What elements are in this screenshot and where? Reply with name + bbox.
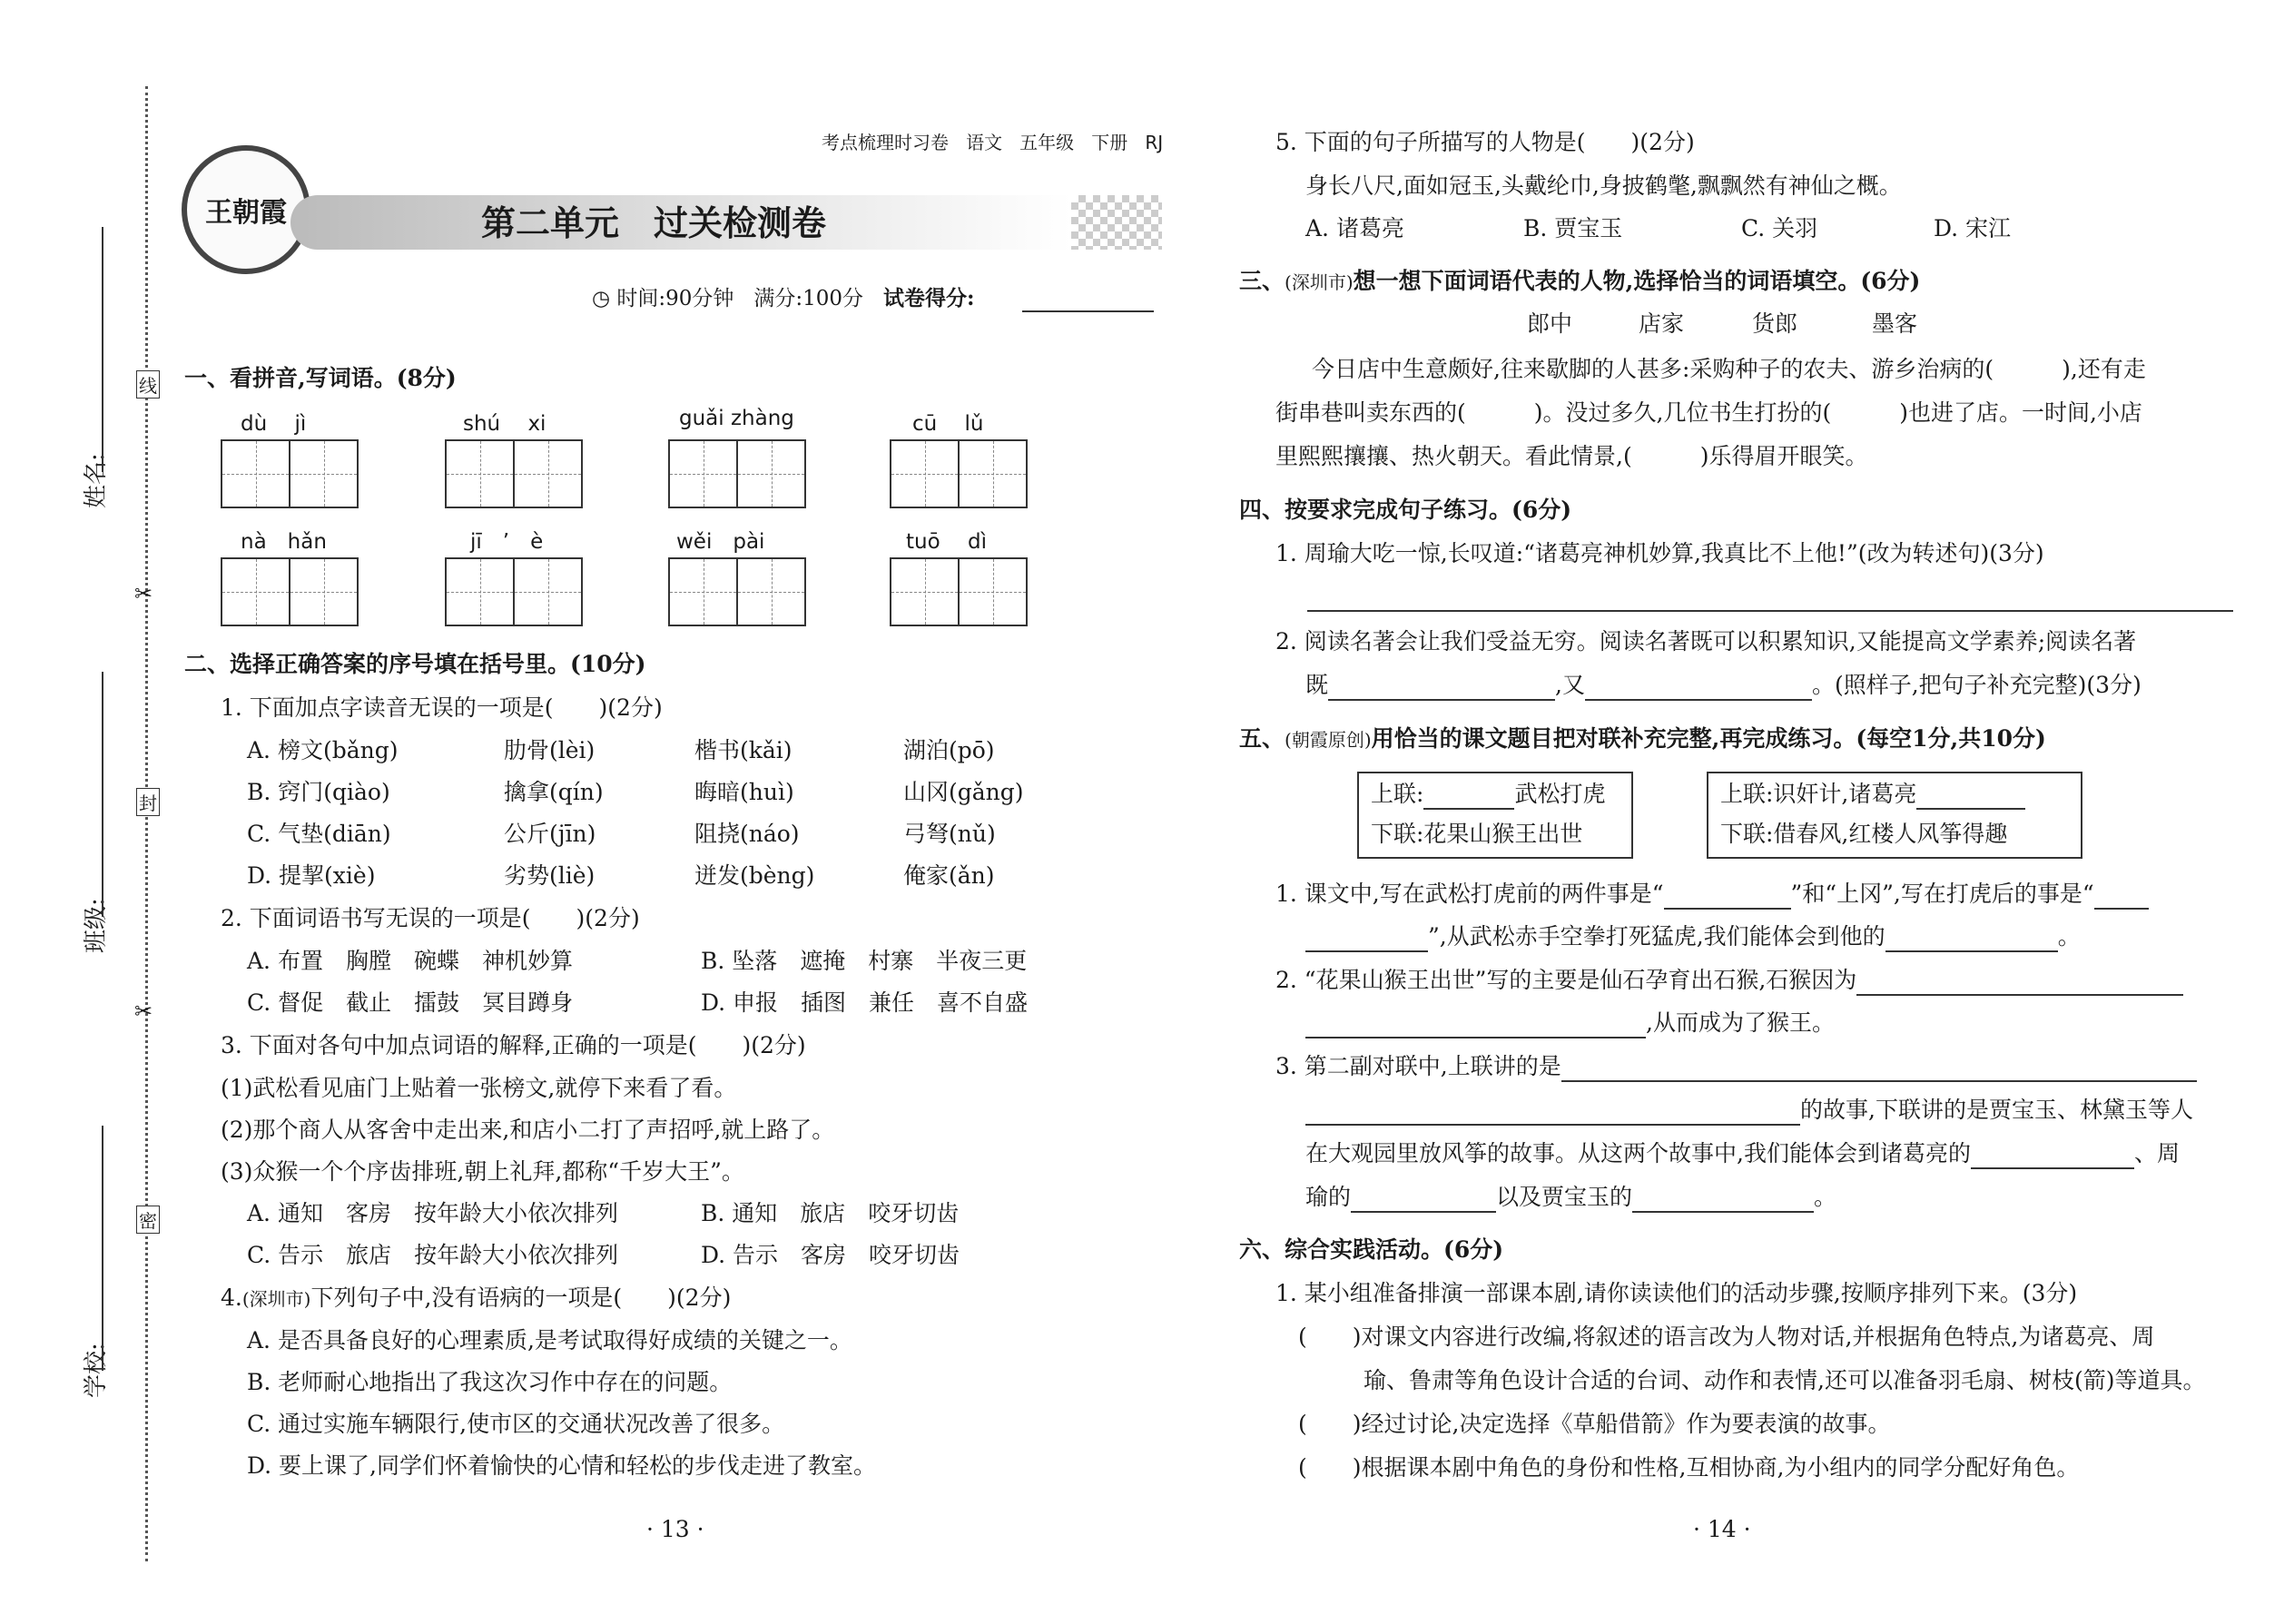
writing-box-7[interactable] <box>668 557 806 626</box>
seal-mark: 封 <box>136 788 160 816</box>
couplet-2-up <box>1720 779 2025 810</box>
s4-q2: 2. 阅读名著会让我们受益无穷。阅读名著既可以积累知识,又能提高文学素养;阅读名著 <box>1275 628 2137 655</box>
s5-q2b: ,从而成为了猴王。 <box>1646 1009 1835 1036</box>
s4-q1: 1. 周瑜大吃一惊,长叹道:“诸葛亮神机妙算,我真比不上他!”(改为转述句)(3分) <box>1275 540 2044 566</box>
s6-item-1: ( )对课文内容进行改编,将叙述的语言改为人物对话,并根据角色特点,为诸葛亮、周 <box>1298 1324 2155 1350</box>
q2-2-c: C. 督促 截止 擂鼓 冥目蹲身 <box>247 989 574 1016</box>
q2-5-a: A. 诸葛亮 <box>1305 215 1404 241</box>
seal-mark-2: 密 <box>136 1206 160 1234</box>
name-line <box>102 227 103 472</box>
q2-1-d4: 俺家(ǎn) <box>903 862 995 889</box>
q2-1-b4: 山冈(gǎng) <box>903 779 1024 805</box>
s5-q3g: 。 <box>1814 1184 1837 1210</box>
q2-1-d2: 劣势(liè) <box>504 862 596 889</box>
s5-q2-line1 <box>1275 965 2183 996</box>
section-4-title: 四、按要求完成句子练习。(6分) <box>1239 497 1572 523</box>
page-number-left: · 13 · <box>646 1516 704 1542</box>
exam-info <box>592 283 974 314</box>
s5-q3-blank-1b[interactable] <box>1305 1100 1800 1126</box>
q2-3-s3: (3)众猴一个个序齿排班,朝上礼拜,都称“千岁大王”。 <box>221 1158 744 1185</box>
class-label: 班级: <box>83 898 110 953</box>
s5-q3f: 以及贾宝玉的 <box>1496 1184 1633 1210</box>
edition: RJ <box>1145 132 1164 153</box>
q2-5: 5. 下面的句子所描写的人物是( )(2分) <box>1275 129 1695 155</box>
s3-text: 想一想下面词语代表的人物,选择恰当的词语填空。(6分) <box>1353 268 1921 294</box>
q2-4-b: B. 老师耐心地指出了我这次习作中存在的问题。 <box>247 1369 733 1395</box>
scissors-icon-2: ✂ <box>134 999 153 1024</box>
s5-q3-line2 <box>1305 1095 2193 1126</box>
s5-q3-blank-2[interactable] <box>1971 1144 2134 1169</box>
pinyin-7: wěi pài <box>676 530 765 554</box>
pinyin-8: tuō dì <box>906 530 987 554</box>
q2-3-s2: (2)那个商人从客舍中走出来,和店小二打了声招呼,就上路了。 <box>221 1117 835 1143</box>
pinyin-4: cū lǔ <box>912 412 984 436</box>
s5-q3b: 的故事,下联讲的是贾宝玉、林黛玉等人 <box>1800 1097 2193 1123</box>
s5-q1-blank-3[interactable] <box>1885 927 2058 952</box>
q2-1-b1: B. 窍门(qiào) <box>247 779 390 805</box>
q2-5-b: B. 贾宝玉 <box>1523 215 1623 241</box>
section-1-title: 一、看拼音,写词语。(8分) <box>184 365 457 391</box>
q2-4-text: 下列句子中,没有语病的一项是( )(2分) <box>310 1284 732 1311</box>
s6-q1: 1. 某小组准备排演一部课本剧,请你读读他们的活动步骤,按顺序排列下来。(3分) <box>1275 1280 2078 1306</box>
q2-1: 1. 下面加点字读音无误的一项是( )(2分) <box>221 694 663 721</box>
q2-1-b2: 擒拿(qín) <box>504 779 604 805</box>
s6-item-1b: 瑜、鲁肃等角色设计合适的台词、动作和表情,还可以准备羽毛扇、树枝(箭)等道具。 <box>1364 1367 2206 1393</box>
class-line <box>102 672 103 917</box>
term: 下册 <box>1091 132 1128 153</box>
s3-para-1: 今日店中生意颇好,往来歇脚的人甚多:采购种子的农夫、游乡治病的( ),还有走 <box>1312 356 2146 382</box>
s5-q1-line2 <box>1305 921 2081 952</box>
couplet-2-down: 下联:借春风,红楼人风筝得趣 <box>1720 821 2008 847</box>
q2-4-d: D. 要上课了,同学们怀着愉快的心情和轻松的步伐走进了教室。 <box>247 1452 876 1479</box>
s4-q2-blank-2[interactable] <box>1585 675 1812 701</box>
pinyin-2: shú xi <box>463 412 546 436</box>
s5-q1b: ”和“上冈”,写在打虎后的事是“ <box>1790 881 2094 907</box>
writing-box-8[interactable] <box>890 557 1028 626</box>
q2-2: 2. 下面词语书写无误的一项是( )(2分) <box>221 905 640 931</box>
q2-1-a3: 楷书(kǎi) <box>694 737 793 763</box>
s5-q3-line1 <box>1275 1051 2197 1082</box>
s4-q2b-3: 。(照样子,把句子补充完整)(3分) <box>1811 672 2141 698</box>
series-name: 考点梳理时习卷 <box>822 132 949 153</box>
s3-para-2: 街串巷叫卖东西的( )。没过多久,几位书生打扮的( )也进了店。一时间,小店 <box>1275 399 2142 426</box>
s3-num: 三、 <box>1239 268 1285 294</box>
s5-q1-blank-2a[interactable] <box>2094 884 2149 910</box>
section-5-title <box>1239 723 2046 755</box>
q2-2-a: A. 布置 胸膛 碗蝶 神机妙算 <box>247 948 573 974</box>
s4-q2b <box>1305 670 2141 701</box>
c2-up-blank[interactable] <box>1916 784 2025 810</box>
exam-time: 时间:90分钟 <box>616 287 734 310</box>
logo-badge <box>182 145 310 274</box>
s4-q2-blank-1[interactable] <box>1328 675 1555 701</box>
q2-3: 3. 下面对各句中加点词语的解释,正确的一项是( )(2分) <box>221 1032 806 1058</box>
checker-decor <box>1071 195 1162 250</box>
s5-q3c: 在大观园里放风筝的故事。从这两个故事中,我们能体会到诸葛亮的 <box>1305 1140 1971 1166</box>
couplet-1-down: 下联:花果山猴王出世 <box>1371 821 1583 847</box>
s4-q2b-1: 既 <box>1305 672 1329 698</box>
q2-4-num: 4. <box>221 1284 242 1311</box>
q2-1-c2: 公斤(jīn) <box>504 821 596 847</box>
pinyin-6: jī ’ è <box>470 530 544 554</box>
q2-3-s1: (1)武松看见庙门上贴着一张榜文,就停下来看了看。 <box>221 1075 737 1101</box>
q2-1-c3: 阻挠(náo) <box>694 821 800 847</box>
q2-3-c: C. 告示 旅店 按年龄大小依次排列 <box>247 1242 619 1268</box>
q2-1-a1: A. 榜文(bǎng) <box>247 737 399 763</box>
s5-q2-line2 <box>1305 1008 1835 1038</box>
writing-box-3[interactable] <box>668 439 806 508</box>
subject: 语文 <box>966 132 1003 153</box>
s4-q2b-2: ,又 <box>1555 672 1585 698</box>
q2-4-c: C. 通过实施车辆限行,使市区的交通状况改善了很多。 <box>247 1411 785 1437</box>
s3-para-3: 里熙熙攘攘、热火朝天。看此情景,( )乐得眉开眼笑。 <box>1275 443 1868 469</box>
q2-3-b: B. 通知 旅店 咬牙切齿 <box>701 1200 960 1226</box>
grade: 五年级 <box>1019 132 1075 153</box>
c1-up-end: 武松打虎 <box>1514 781 1606 807</box>
s5-tag: (朝霞原创) <box>1285 729 1372 751</box>
c1-up-label: 上联: <box>1371 781 1424 807</box>
pinyin-1: dù jì <box>241 412 307 436</box>
q2-1-b3: 晦暗(huì) <box>694 779 794 805</box>
writing-box-2[interactable] <box>445 439 583 508</box>
couplet-1-up <box>1371 779 1605 810</box>
page-title: 第二单元 过关检测卷 <box>481 202 827 243</box>
s5-q1-blank-2b[interactable] <box>1305 927 1428 952</box>
s5-q1c: ”,从武松赤手空拳打死猛虎,我们能体会到他的 <box>1428 923 1885 950</box>
line-mark: 线 <box>136 370 160 399</box>
writing-box-1[interactable] <box>221 439 359 508</box>
word-1: 郎中 <box>1527 310 1573 337</box>
s5-q2-blank-1[interactable] <box>1856 970 2183 996</box>
q2-5-text: 身长八尺,面如冠玉,头戴纶巾,身披鹤氅,飘飘然有神仙之概。 <box>1305 172 1902 199</box>
s6-item-2: ( )经过讨论,决定选择《草船借箭》作为要表演的故事。 <box>1298 1411 1891 1437</box>
section-3-title <box>1239 266 1920 298</box>
pinyin-5: nà hǎn <box>241 530 327 554</box>
writing-box-5[interactable] <box>221 557 359 626</box>
word-2: 店家 <box>1639 310 1685 337</box>
s5-q3d: 、周 <box>2133 1140 2180 1166</box>
q2-4 <box>221 1283 731 1314</box>
q2-1-a2: 肋骨(lèi) <box>504 737 596 763</box>
header-meta <box>822 127 1163 158</box>
q2-2-b: B. 坠落 遮掩 村寨 半夜三更 <box>701 948 1028 974</box>
writing-box-6[interactable] <box>445 557 583 626</box>
school-label: 学校: <box>83 1343 110 1398</box>
q2-3-a: A. 通知 客房 按年龄大小依次排列 <box>247 1200 618 1226</box>
s5-q3-blank-1[interactable] <box>1561 1057 2197 1082</box>
s5-q3e: 瑜的 <box>1305 1184 1352 1210</box>
s5-text: 用恰当的课文题目把对联补充完整,再完成练习。(每空1分,共10分) <box>1371 725 2046 752</box>
s6-item-3: ( )根据课本剧中角色的身份和性格,互相协商,为小组内的同学分配好角色。 <box>1298 1454 2080 1481</box>
name-label: 姓名: <box>83 453 110 508</box>
region-tag: (深圳市) <box>241 1288 311 1310</box>
q2-5-c: C. 关羽 <box>1741 215 1818 241</box>
q2-3-d: D. 告示 客房 咬牙切齿 <box>701 1242 960 1268</box>
s5-q3-blank-4[interactable] <box>1632 1187 1814 1213</box>
s5-q1-line1 <box>1275 879 2149 910</box>
s5-q2a: 2. “花果山猴王出世”写的主要是仙石孕育出石猴,石猴因为 <box>1275 967 1857 993</box>
s5-q1d: 。 <box>2057 923 2081 950</box>
school-line <box>102 1126 103 1371</box>
score-label: 试卷得分: <box>882 286 975 310</box>
s5-q1a: 1. 课文中,写在武松打虎前的两件事是“ <box>1275 881 1664 907</box>
logo-text: 王朝霞 <box>205 197 287 229</box>
section-6-title: 六、综合实践活动。(6分) <box>1239 1236 1504 1263</box>
score-field[interactable] <box>1022 310 1154 312</box>
q2-1-c1: C. 气垫(diān) <box>247 821 391 847</box>
scissors-icon: ✂ <box>134 581 153 606</box>
binding-dotted-line <box>145 86 148 1561</box>
s5-q3-line4 <box>1305 1182 1836 1213</box>
s5-q3-blank-3[interactable] <box>1351 1187 1496 1213</box>
s4-q1-answer-line[interactable] <box>1307 610 2233 612</box>
q2-1-a4: 湖泊(pō) <box>903 737 995 763</box>
q2-1-d1: D. 提挈(xiè) <box>247 862 376 889</box>
s5-q2-blank-2[interactable] <box>1305 1013 1646 1038</box>
s5-q1-blank-1[interactable] <box>1664 884 1791 910</box>
writing-box-4[interactable] <box>890 439 1028 508</box>
s5-q3-line3 <box>1305 1138 2180 1169</box>
word-4: 墨客 <box>1872 310 1918 337</box>
page-number-right: · 14 · <box>1693 1516 1751 1542</box>
q2-2-d: D. 申报 插图 兼任 喜不自盛 <box>701 989 1029 1016</box>
s3-tag: (深圳市) <box>1285 271 1354 293</box>
q2-1-c4: 弓弩(nǔ) <box>903 821 996 847</box>
word-3: 货郎 <box>1752 310 1798 337</box>
q2-1-d3: 迸发(bèng) <box>694 862 815 889</box>
clock-icon: ◷ <box>592 287 611 310</box>
c2-up-label: 上联:识奸计,诸葛亮 <box>1720 781 1917 807</box>
c1-up-blank[interactable] <box>1423 784 1514 810</box>
section-2-title: 二、选择正确答案的序号填在括号里。(10分) <box>184 651 646 677</box>
s5-q3a: 3. 第二副对联中,上联讲的是 <box>1275 1053 1561 1079</box>
full-score: 满分:100分 <box>753 287 863 310</box>
q2-4-a: A. 是否具备良好的心理素质,是考试取得好成绩的关键之一。 <box>247 1327 852 1353</box>
s5-num: 五、 <box>1239 725 1285 752</box>
pinyin-3: guǎi zhàng <box>679 407 794 430</box>
q2-5-d: D. 宋江 <box>1934 215 2012 241</box>
